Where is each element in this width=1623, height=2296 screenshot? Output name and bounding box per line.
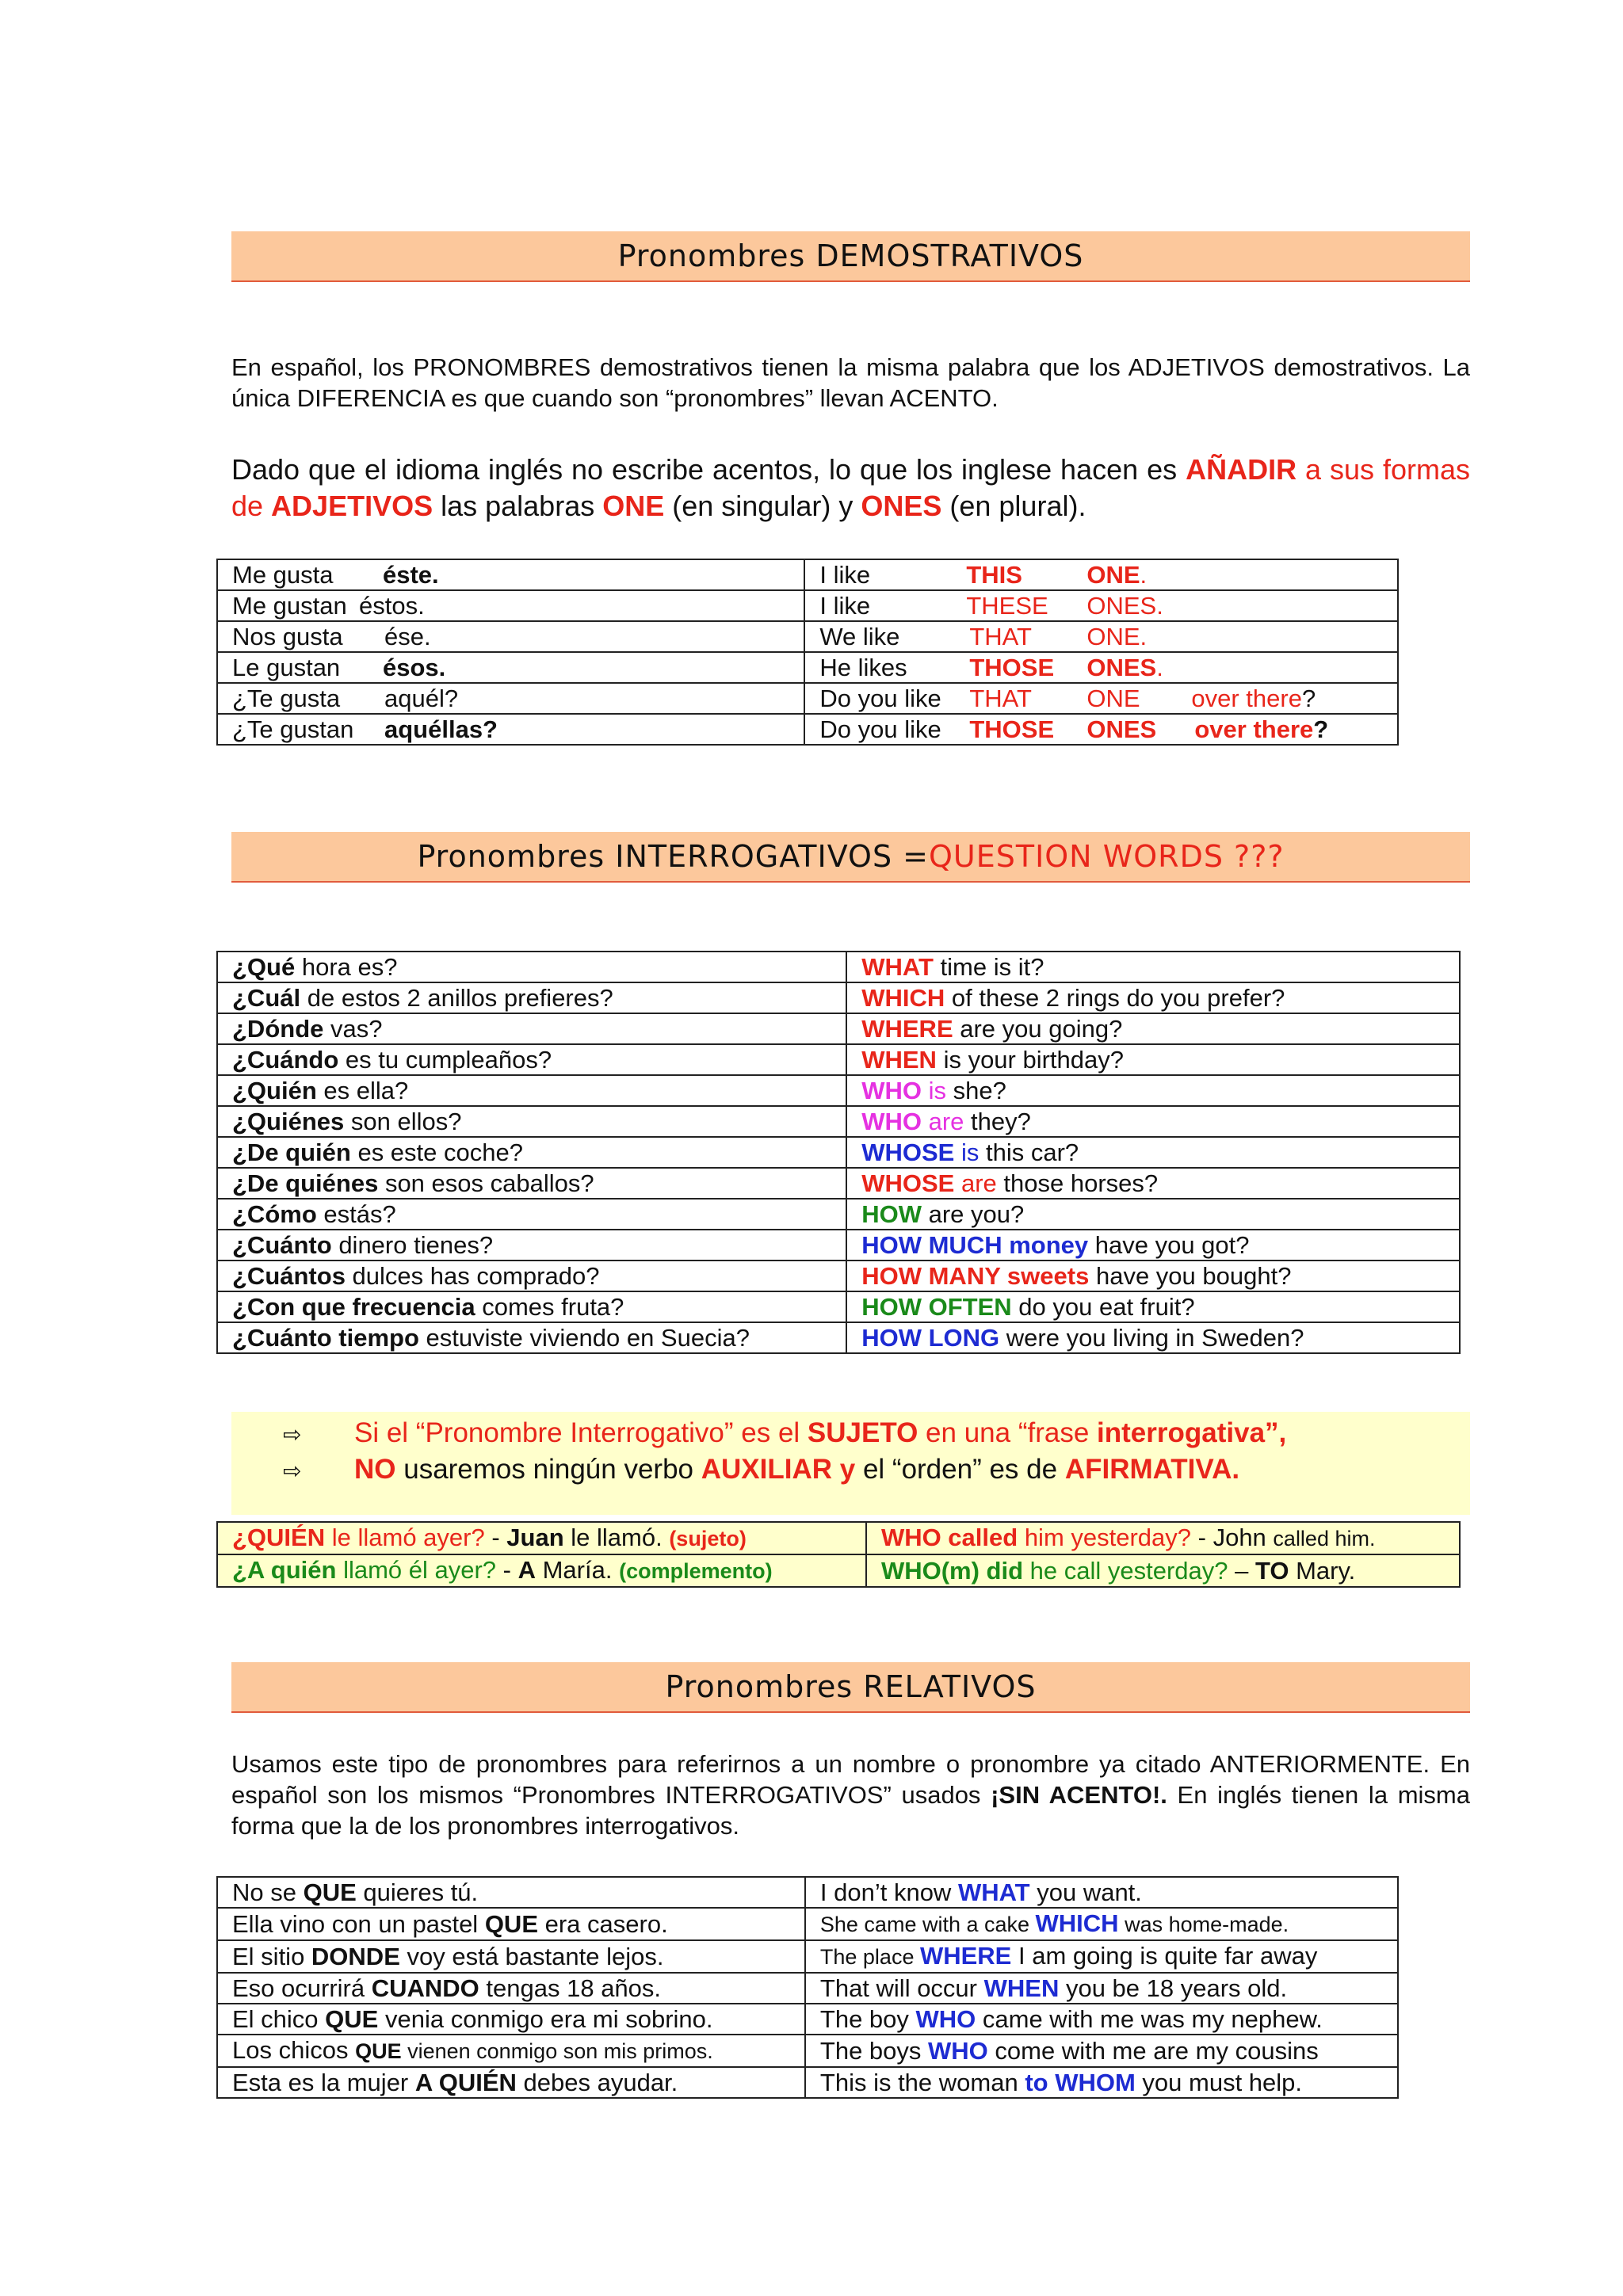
text-segment: QUE xyxy=(325,2005,379,2033)
text-segment: es tu cumpleaños? xyxy=(338,1046,552,1074)
text-segment: Le gustan xyxy=(232,654,341,681)
table-row xyxy=(217,559,1398,590)
note-line-1 xyxy=(283,1415,1286,1453)
text-segment: WHEN xyxy=(861,1046,937,1074)
table-row xyxy=(217,621,1398,652)
text-segment: The place xyxy=(819,1945,920,1969)
text-segment: have you bought? xyxy=(1089,1262,1292,1290)
text-segment: was home-made. xyxy=(1118,1913,1289,1936)
table-row xyxy=(217,2035,1398,2067)
text-segment: ¿Te gustan xyxy=(232,715,354,743)
text-segment: over there xyxy=(1191,685,1302,712)
text-segment: hora es? xyxy=(295,953,398,981)
table-row xyxy=(217,1137,1460,1168)
table-row xyxy=(217,1522,1460,1554)
table-cell xyxy=(804,559,1398,590)
text-segment: HOW MANY sweets xyxy=(861,1262,1090,1290)
text-segment: Dado que el idioma inglés no escribe acentos, lo que los inglese hacen es xyxy=(231,453,1186,486)
text-segment: came with me was my nephew. xyxy=(976,2005,1323,2033)
text-segment: – xyxy=(1228,1557,1255,1585)
text-segment: THAT xyxy=(969,685,1032,712)
text-segment: is your birthday? xyxy=(936,1046,1125,1074)
text-segment: aquél? xyxy=(384,685,459,712)
table-cell xyxy=(217,2004,805,2035)
table-row xyxy=(217,1973,1398,2004)
text-segment: WHO xyxy=(861,1077,922,1104)
text-segment: She came with a cake xyxy=(819,1913,1036,1936)
text-segment: THOSE xyxy=(969,715,1055,743)
table-cell xyxy=(804,652,1398,683)
text-segment: WHO(m) did xyxy=(880,1557,1024,1585)
table-cell xyxy=(217,683,804,714)
table-cell xyxy=(846,1291,1460,1322)
text-segment: Mary. xyxy=(1289,1557,1356,1585)
text-segment: I don’t know xyxy=(819,1878,958,1906)
text-segment: el “orden” es de xyxy=(855,1454,1065,1485)
table-cell xyxy=(217,1044,846,1075)
text-segment: vas? xyxy=(323,1015,383,1043)
table-row xyxy=(217,714,1398,745)
text-segment: HOW MUCH money xyxy=(861,1231,1089,1259)
text-segment: you be 18 years old. xyxy=(1059,1974,1288,2002)
text-segment: TO xyxy=(1254,1557,1289,1585)
section-title-demostrativos: Pronombres DEMOSTRATIVOS xyxy=(231,231,1470,282)
table-cell xyxy=(866,1554,1460,1587)
section-title-relativos: Pronombres RELATIVOS xyxy=(231,1662,1470,1713)
text-segment: debes ayudar. xyxy=(516,2069,678,2096)
table-cell xyxy=(217,1013,846,1044)
text-segment: voy está bastante lejos. xyxy=(399,1943,664,1970)
table-row xyxy=(217,590,1398,621)
table-cell xyxy=(846,1199,1460,1230)
accent-paragraph xyxy=(231,452,1470,524)
text-segment: WHAT xyxy=(861,953,934,981)
text-segment: estás? xyxy=(316,1200,396,1228)
subject-note xyxy=(231,1412,1470,1515)
text-segment: those horses? xyxy=(996,1169,1159,1197)
text-segment: WHOSE xyxy=(861,1169,955,1197)
table-row xyxy=(217,2004,1398,2035)
text-segment: ONE xyxy=(602,490,665,522)
table-row xyxy=(217,2067,1398,2098)
table-cell xyxy=(217,1106,846,1137)
text-segment: (en singular) y xyxy=(664,490,861,522)
text-segment: dulces has comprado? xyxy=(345,1262,600,1290)
relativos-paragraph xyxy=(231,1749,1470,1841)
table-cell xyxy=(846,1168,1460,1199)
table-cell xyxy=(846,1137,1460,1168)
text-segment: ¿De quiénes xyxy=(232,1169,379,1197)
text-segment: are xyxy=(954,1169,997,1197)
text-segment: ésos. xyxy=(383,654,446,681)
table-row xyxy=(217,1291,1460,1322)
table-cell xyxy=(217,1137,846,1168)
table-row xyxy=(217,1940,1398,1973)
text-segment: . xyxy=(1140,561,1148,589)
text-segment: WHERE xyxy=(919,1942,1012,1970)
text-segment: you want. xyxy=(1029,1878,1142,1906)
text-segment: do you eat fruit? xyxy=(1011,1293,1195,1321)
table-cell xyxy=(217,621,804,652)
table-cell xyxy=(217,1261,846,1291)
text-segment: es este coche? xyxy=(350,1138,523,1166)
table-cell xyxy=(217,652,804,683)
table-cell xyxy=(846,1230,1460,1261)
text-segment: - xyxy=(484,1524,507,1551)
text-segment: of these 2 rings do you prefer? xyxy=(945,984,1285,1012)
table-cell xyxy=(805,1940,1398,1973)
text-segment: QUE xyxy=(355,2039,402,2063)
text-segment: ¿QUIÉN xyxy=(232,1524,326,1551)
text-segment: he call yesterday? xyxy=(1023,1557,1228,1585)
text-segment: ¿De quién xyxy=(232,1138,351,1166)
table-cell xyxy=(217,1168,846,1199)
text-segment: venia conmigo era mi sobrino. xyxy=(378,2005,713,2033)
table-cell xyxy=(217,1554,866,1587)
table-row xyxy=(217,1877,1398,1908)
text-segment: (sujeto) xyxy=(669,1527,747,1550)
text-segment: ONES xyxy=(1086,654,1157,681)
text-segment: ONES xyxy=(1086,715,1157,743)
text-segment: That will occur xyxy=(819,1974,984,2002)
text-segment: las palabras xyxy=(433,490,603,522)
table-cell xyxy=(217,952,846,982)
table-cell xyxy=(846,982,1460,1013)
text-segment: ONE xyxy=(1086,685,1140,712)
table-cell xyxy=(217,1877,805,1908)
text-segment: Do you like xyxy=(819,685,941,712)
text-segment: are xyxy=(922,1108,964,1135)
text-segment: are you going? xyxy=(953,1015,1123,1043)
table-cell xyxy=(217,1908,805,1940)
text-segment: - John xyxy=(1191,1524,1274,1551)
table-cell xyxy=(846,1322,1460,1353)
text-segment: son ellos? xyxy=(344,1108,462,1135)
text-segment: quieres tú. xyxy=(356,1878,479,1906)
table-row xyxy=(217,1230,1460,1261)
table-cell xyxy=(804,714,1398,745)
text-segment: ADJETIVOS xyxy=(271,490,433,522)
text-segment: time is it? xyxy=(933,953,1044,981)
text-segment: (en plural). xyxy=(941,490,1086,522)
text-segment: aquéllas? xyxy=(384,715,498,743)
table-cell xyxy=(217,1973,805,2004)
text-segment: I am going is quite far away xyxy=(1011,1942,1318,1970)
text-segment: Los chicos xyxy=(232,2036,356,2064)
text-segment: THESE xyxy=(966,592,1048,620)
text-segment: El chico xyxy=(232,2005,326,2033)
text-segment: vienen conmigo son mis primos. xyxy=(401,2039,713,2063)
text-segment: SUJETO xyxy=(807,1417,918,1448)
text-segment: El sitio xyxy=(232,1943,311,1970)
table-row xyxy=(217,1322,1460,1353)
subject-example-table xyxy=(216,1521,1461,1588)
table-row xyxy=(217,952,1460,982)
text-segment: ¿Qué xyxy=(232,953,296,981)
text-segment: is xyxy=(922,1077,946,1104)
table-cell xyxy=(866,1522,1460,1554)
text-segment: ¿Cuál xyxy=(232,984,301,1012)
table-cell xyxy=(846,1044,1460,1075)
text-segment: comes fruta? xyxy=(475,1293,624,1321)
text-segment: He likes xyxy=(819,654,907,681)
text-segment: interrogativa”, xyxy=(1097,1417,1287,1448)
table-cell xyxy=(217,559,804,590)
text-segment: THAT xyxy=(969,623,1032,650)
text-segment: ¿Con que frecuencia xyxy=(232,1293,475,1321)
intro-paragraph: En español, los PRONOMBRES demostrativos tienen la misma palabra que los ADJETIVOS demostrativos. La única DIFERENCIA es que cuando son “pronombres” llevan ACENTO. xyxy=(231,353,1470,412)
text-segment: en una “frase xyxy=(918,1417,1098,1448)
text-segment: Juan xyxy=(506,1524,564,1551)
table-row xyxy=(217,1908,1398,1940)
table-cell xyxy=(805,2004,1398,2035)
text-segment: QUESTION WORDS ??? xyxy=(929,839,1285,874)
text-segment: a sus formas de xyxy=(231,453,1470,522)
arrow-right-icon: ⇨ xyxy=(283,1421,302,1447)
text-segment: éstos. xyxy=(359,592,425,620)
text-segment: Usamos este tipo de pronombres para referirnos a un nombre o pronombre ya citado ANTERIORMENTE. En español son los mismos “Pronombres INTERROGATIVOS” usados xyxy=(231,1750,1470,1809)
table-row xyxy=(217,1261,1460,1291)
table-row xyxy=(217,1199,1460,1230)
text-segment: ¿A quién xyxy=(232,1556,337,1584)
table-row xyxy=(217,1044,1460,1075)
text-segment: AUXILIAR xyxy=(701,1454,833,1485)
text-segment: The boys xyxy=(819,2037,929,2065)
table-row xyxy=(217,652,1398,683)
text-segment: Do you like xyxy=(819,715,941,743)
interrogativos-table xyxy=(216,951,1461,1354)
text-segment: The boy xyxy=(819,2005,916,2033)
text-segment: estuviste viviendo en Suecia? xyxy=(418,1324,750,1352)
text-segment: WHO called xyxy=(880,1524,1018,1551)
text-segment: are you? xyxy=(922,1200,1025,1228)
text-segment: WHAT xyxy=(957,1878,1030,1906)
text-segment: ONES xyxy=(861,490,942,522)
text-segment: this car? xyxy=(979,1138,1079,1166)
table-cell xyxy=(846,1013,1460,1044)
table-cell xyxy=(804,683,1398,714)
table-cell xyxy=(846,1075,1460,1106)
table-row xyxy=(217,683,1398,714)
note-line-2 xyxy=(283,1451,1239,1489)
text-segment: HOW LONG xyxy=(861,1324,1000,1352)
text-segment: to WHOM xyxy=(1025,2069,1136,2096)
text-segment: ¡SIN ACENTO!. xyxy=(991,1781,1167,1809)
text-segment: ? xyxy=(1313,715,1329,743)
text-segment: ¿Cómo xyxy=(232,1200,317,1228)
table-cell xyxy=(217,2067,805,2098)
text-segment: AFIRMATIVA. xyxy=(1064,1454,1240,1485)
text-segment: ONE xyxy=(1086,561,1140,589)
text-segment: WHICH xyxy=(1035,1909,1119,1937)
text-segment: llamó él ayer? xyxy=(336,1556,497,1584)
text-segment: CUANDO xyxy=(371,1974,479,2002)
text-segment: is xyxy=(954,1138,980,1166)
text-segment: ¿Dónde xyxy=(232,1015,324,1043)
text-segment: usaremos ningún verbo xyxy=(395,1454,701,1485)
text-segment: I like xyxy=(819,592,871,620)
text-segment: Pronombres INTERROGATIVOS = xyxy=(417,839,929,874)
text-segment: ¿Quién xyxy=(232,1077,317,1104)
demostrativos-table xyxy=(216,559,1399,746)
text-segment: AÑADIR xyxy=(1186,453,1297,486)
text-segment: THIS xyxy=(966,561,1022,589)
table-cell xyxy=(805,1973,1398,2004)
text-segment: Ella vino con un pastel xyxy=(232,1910,485,1938)
text-segment: Me gustan xyxy=(232,592,347,620)
text-segment: I like xyxy=(819,561,871,589)
table-cell xyxy=(217,1522,866,1554)
text-segment: era casero. xyxy=(538,1910,668,1938)
text-segment: le llamó ayer? xyxy=(325,1524,485,1551)
text-segment: A xyxy=(517,1556,536,1584)
table-cell xyxy=(805,2035,1398,2067)
text-segment: ése. xyxy=(384,623,431,650)
text-segment: ? xyxy=(1301,685,1316,712)
text-segment: son esos caballos? xyxy=(378,1169,594,1197)
arrow-right-icon: ⇨ xyxy=(283,1458,302,1484)
table-cell xyxy=(805,2067,1398,2098)
table-row xyxy=(217,1013,1460,1044)
table-row xyxy=(217,1075,1460,1106)
table-cell xyxy=(846,952,1460,982)
text-segment: were you living in Sweden? xyxy=(999,1324,1304,1352)
text-segment: Me gusta xyxy=(232,561,334,589)
text-segment: QUE xyxy=(303,1878,357,1906)
table-cell xyxy=(846,1106,1460,1137)
text-segment: HOW xyxy=(861,1200,922,1228)
table-row xyxy=(217,1168,1460,1199)
text-segment: him yesterday? xyxy=(1018,1524,1192,1551)
text-segment: WHO xyxy=(928,2037,988,2065)
text-segment: DONDE xyxy=(311,1943,400,1970)
table-cell xyxy=(217,714,804,745)
text-segment: es ella? xyxy=(316,1077,409,1104)
relativos-table xyxy=(216,1876,1399,2099)
table-cell xyxy=(804,590,1398,621)
table-cell xyxy=(805,1908,1398,1940)
text-segment: A QUIÉN xyxy=(414,2069,517,2096)
text-segment: Si el “Pronombre Interrogativo” es el xyxy=(354,1417,808,1448)
text-segment: she? xyxy=(946,1077,1006,1104)
table-row xyxy=(217,1106,1460,1137)
text-segment: ¿Cuánto tiempo xyxy=(232,1324,419,1352)
text-segment: ¿Cuánto xyxy=(232,1231,332,1259)
table-cell xyxy=(217,2035,805,2067)
text-segment: THOSE xyxy=(969,654,1055,681)
table-cell xyxy=(217,1940,805,1973)
table-cell xyxy=(217,982,846,1013)
text-segment: have you got? xyxy=(1088,1231,1250,1259)
text-segment: HOW OFTEN xyxy=(861,1293,1012,1321)
table-cell xyxy=(217,1322,846,1353)
text-segment: éste. xyxy=(383,561,439,589)
text-segment: We like xyxy=(819,623,900,650)
text-segment: ONES. xyxy=(1086,592,1163,620)
text-segment: ONE. xyxy=(1086,623,1148,650)
table-cell xyxy=(846,1261,1460,1291)
text-segment: come with me are my cousins xyxy=(987,2037,1319,2065)
text-segment: you must help. xyxy=(1135,2069,1303,2096)
text-segment: NO xyxy=(354,1454,396,1485)
text-segment: dinero tienes? xyxy=(331,1231,494,1259)
text-segment: QUE xyxy=(484,1910,538,1938)
text-segment: ¿Cuándo xyxy=(232,1046,339,1074)
text-segment: - xyxy=(496,1556,518,1584)
text-segment: tengas 18 años. xyxy=(479,1974,662,2002)
text-segment: WHEN xyxy=(983,1974,1060,2002)
text-segment: (complemento) xyxy=(619,1559,773,1583)
table-row xyxy=(217,982,1460,1013)
text-segment: ¿Cuántos xyxy=(232,1262,346,1290)
table-cell xyxy=(217,1075,846,1106)
text-segment: Eso ocurrirá xyxy=(232,1974,372,2002)
table-row xyxy=(217,1554,1460,1587)
table-cell xyxy=(805,1877,1398,1908)
text-segment: WHICH xyxy=(861,984,945,1012)
text-segment: de estos 2 anillos prefieres? xyxy=(300,984,613,1012)
table-cell xyxy=(217,1230,846,1261)
table-cell xyxy=(217,1199,846,1230)
table-cell xyxy=(217,1291,846,1322)
text-segment: . xyxy=(1156,654,1163,681)
text-segment: le llamó. xyxy=(563,1524,670,1551)
text-segment: Esta es la mujer xyxy=(232,2069,415,2096)
text-segment: Nos gusta xyxy=(232,623,343,650)
table-cell xyxy=(217,590,804,621)
text-segment: WHO xyxy=(915,2005,976,2033)
text-segment: ¿Quiénes xyxy=(232,1108,345,1135)
text-segment: WHERE xyxy=(861,1015,953,1043)
text-segment: This is the woman xyxy=(819,2069,1025,2096)
text-segment: WHO xyxy=(861,1108,922,1135)
text-segment: over there xyxy=(1194,715,1314,743)
text-segment: y xyxy=(832,1454,856,1485)
section-title-interrogativos xyxy=(231,832,1470,883)
text-segment: they? xyxy=(964,1108,1031,1135)
text-segment: En inglés tienen la misma forma que la de los pronombres interrogativos. xyxy=(231,1781,1470,1840)
text-segment: María. xyxy=(536,1556,620,1584)
text-segment: WHOSE xyxy=(861,1138,955,1166)
text-segment: No se xyxy=(232,1878,304,1906)
text-segment: called him. xyxy=(1273,1527,1376,1550)
text-segment: ¿Te gusta xyxy=(232,685,341,712)
table-cell xyxy=(804,621,1398,652)
